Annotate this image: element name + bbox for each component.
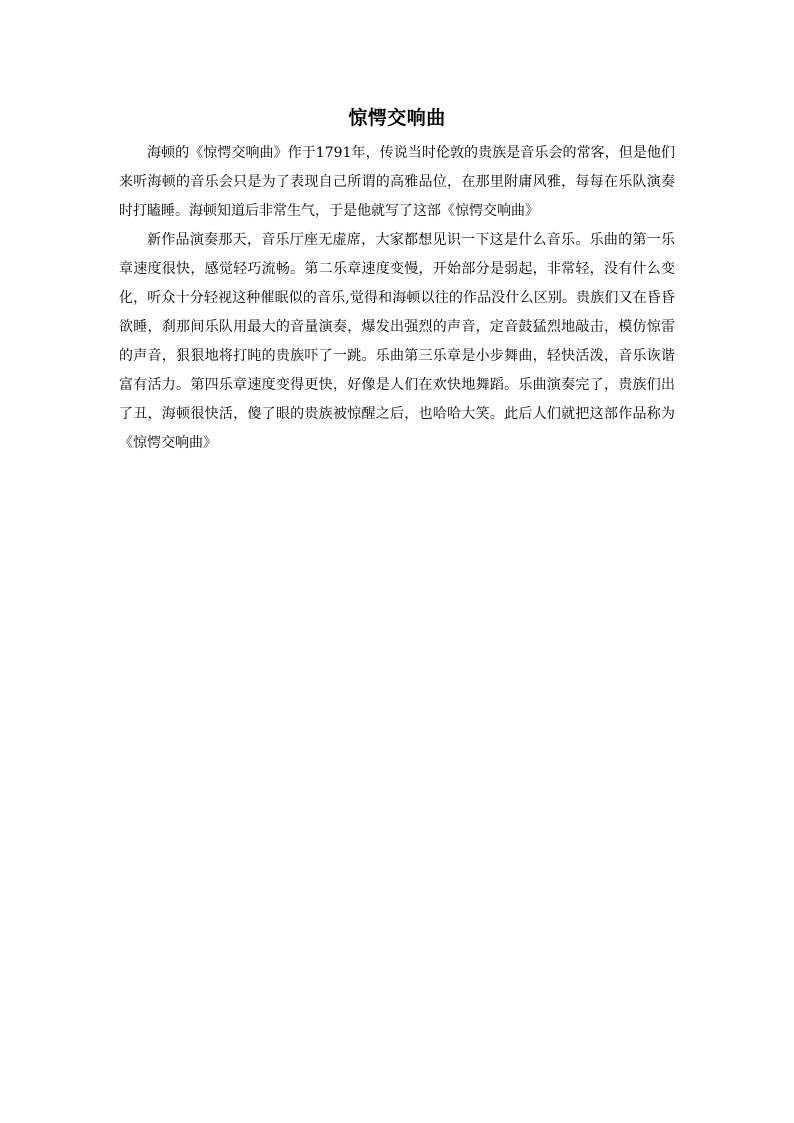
paragraph-1: 海顿的《惊愕交响曲》作于1791年，传说当时伦敦的贵族是音乐会的常客，但是他们来听海顿的音乐会只是为了表现自己所谓的高雅品位，在那里附庸风雅，每每在乐队演奏时打瞌睡。海顿知道后非常生气，于是他就写了这部《惊愕交响曲》 xyxy=(119,145,675,219)
document-title: 惊愕交响曲 xyxy=(348,107,446,129)
document-body xyxy=(119,139,675,458)
paragraph-2: 新作品演奏那天，音乐厅座无虚席，大家都想见识一下这是什么音乐。乐曲的第一乐章速度很快，感觉轻巧流畅。第二乐章速度变慢，开始部分是弱起，非常轻，没有什么变化，听众十分轻视这种催眠似的音乐,觉得和海顿以往的作品没什么区别。贵族们又在昏昏欲睡，刹那间乐队用最大的音量演奏，爆发出强烈的声音，定音鼓猛烈地敲击，模仿惊雷的声音，狠狠地将打盹的贵族吓了一跳。乐曲第三乐章是小步舞曲，轻快活泼，音乐诙谐富有活力。第四乐章速度变得更快，好像是人们在欢快地舞蹈。乐曲演奏完了，贵族们出了丑，海顿很快活，傻了眼的贵族被惊醒之后，也哈哈大笑。此后人们就把这部作品称为《惊愕交响曲》 xyxy=(119,232,675,451)
